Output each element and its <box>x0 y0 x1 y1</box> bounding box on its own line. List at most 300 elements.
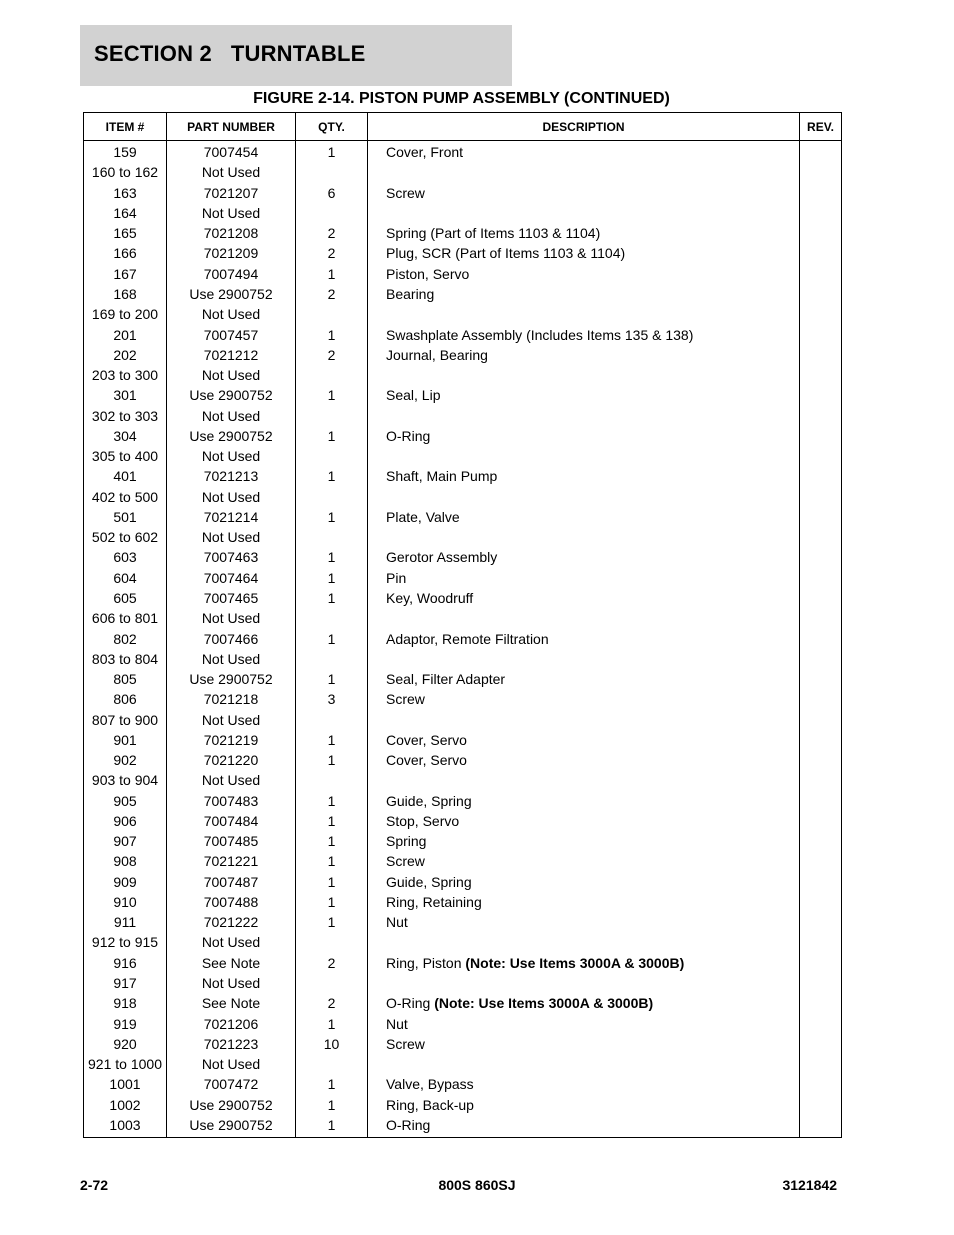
description-text: Screw <box>386 1035 425 1052</box>
cell-item: 901 <box>84 730 167 750</box>
cell-qty: 1 <box>296 385 368 405</box>
cell-rev <box>800 912 842 932</box>
cell-rev <box>800 892 842 912</box>
cell-description <box>368 183 800 203</box>
description-text: Plate, Valve <box>386 508 460 525</box>
cell-description <box>368 709 800 729</box>
cell-item: 1002 <box>84 1094 167 1114</box>
cell-part-number: Not Used <box>167 649 296 669</box>
cell-description <box>368 162 800 182</box>
table-header-row <box>84 113 842 141</box>
cell-description <box>368 304 800 324</box>
cell-rev <box>800 487 842 507</box>
cell-qty: 1 <box>296 466 368 486</box>
cell-item: 163 <box>84 183 167 203</box>
cell-rev <box>800 709 842 729</box>
cell-description <box>368 141 800 163</box>
cell-qty: 1 <box>296 1115 368 1138</box>
cell-part-number: Use 2900752 <box>167 669 296 689</box>
table-row <box>84 324 842 344</box>
cell-rev <box>800 527 842 547</box>
cell-part-number: 7021218 <box>167 689 296 709</box>
cell-rev <box>800 304 842 324</box>
table-row <box>84 284 842 304</box>
cell-rev <box>800 608 842 628</box>
cell-item: 906 <box>84 811 167 831</box>
cell-item: 301 <box>84 385 167 405</box>
cell-description <box>368 993 800 1013</box>
description-text: Spring <box>386 833 427 850</box>
cell-description <box>368 912 800 932</box>
cell-part-number: Not Used <box>167 770 296 790</box>
cell-description <box>368 365 800 385</box>
document-number: 3121842 <box>782 1177 837 1193</box>
cell-description <box>368 284 800 304</box>
cell-description <box>368 223 800 243</box>
table-row <box>84 527 842 547</box>
cell-qty: 1 <box>296 811 368 831</box>
description-text: Shaft, Main Pump <box>386 468 498 485</box>
cell-qty: 1 <box>296 264 368 284</box>
cell-rev <box>800 872 842 892</box>
table-row <box>84 608 842 628</box>
cell-part-number: Not Used <box>167 162 296 182</box>
table-row <box>84 709 842 729</box>
cell-part-number: 7007454 <box>167 141 296 163</box>
cell-description <box>368 791 800 811</box>
cell-item: 203 to 300 <box>84 365 167 385</box>
cell-description <box>368 730 800 750</box>
cell-item: 916 <box>84 953 167 973</box>
cell-part-number: Not Used <box>167 487 296 507</box>
cell-qty: 1 <box>296 831 368 851</box>
cell-qty: 1 <box>296 588 368 608</box>
model-name: 800S 860SJ <box>438 1177 516 1193</box>
cell-qty: 1 <box>296 568 368 588</box>
page-number: 2-72 <box>80 1177 109 1193</box>
cell-qty: 1 <box>296 851 368 871</box>
cell-description <box>368 953 800 973</box>
cell-qty <box>296 162 368 182</box>
table-row <box>84 203 842 223</box>
description-text: Ring, Retaining <box>386 893 482 910</box>
cell-item: 603 <box>84 547 167 567</box>
cell-description <box>368 770 800 790</box>
table-row <box>84 141 842 163</box>
cell-item: 1001 <box>84 1074 167 1094</box>
cell-qty: 1 <box>296 324 368 344</box>
cell-description <box>368 973 800 993</box>
cell-rev <box>800 385 842 405</box>
table-row <box>84 669 842 689</box>
cell-part-number: Not Used <box>167 1054 296 1074</box>
cell-part-number: 7021209 <box>167 243 296 263</box>
cell-item: 168 <box>84 284 167 304</box>
cell-rev <box>800 426 842 446</box>
table-row <box>84 365 842 385</box>
cell-description <box>368 507 800 527</box>
cell-description <box>368 669 800 689</box>
cell-description <box>368 649 800 669</box>
cell-rev <box>800 365 842 385</box>
cell-item: 159 <box>84 141 167 163</box>
cell-part-number: Not Used <box>167 203 296 223</box>
cell-rev <box>800 223 842 243</box>
table-row <box>84 345 842 365</box>
cell-qty: 2 <box>296 993 368 1013</box>
cell-description <box>368 426 800 446</box>
description-text: Guide, Spring <box>386 873 472 890</box>
description-text: Pin <box>386 569 407 586</box>
cell-part-number: 7021222 <box>167 912 296 932</box>
column-header-part-number: PART NUMBER <box>167 113 296 141</box>
cell-rev <box>800 730 842 750</box>
cell-qty <box>296 203 368 223</box>
cell-item: 302 to 303 <box>84 405 167 425</box>
cell-item: 402 to 500 <box>84 487 167 507</box>
cell-item: 909 <box>84 872 167 892</box>
table-row <box>84 811 842 831</box>
cell-qty: 1 <box>296 1074 368 1094</box>
cell-item: 908 <box>84 851 167 871</box>
table-row <box>84 588 842 608</box>
cell-rev <box>800 162 842 182</box>
cell-item: 502 to 602 <box>84 527 167 547</box>
description-text: Seal, Filter Adapter <box>386 671 506 688</box>
section-header <box>80 25 512 86</box>
cell-qty: 1 <box>296 791 368 811</box>
cell-part-number: 7007457 <box>167 324 296 344</box>
cell-part-number: 7021207 <box>167 183 296 203</box>
cell-description <box>368 243 800 263</box>
section-title: SECTION 2 TURNTABLE <box>94 41 366 66</box>
cell-qty: 1 <box>296 426 368 446</box>
cell-description <box>368 324 800 344</box>
table-row <box>84 1115 842 1138</box>
description-text: Piston, Servo <box>386 265 470 282</box>
cell-item: 305 to 400 <box>84 446 167 466</box>
cell-part-number: 7007484 <box>167 811 296 831</box>
table-row <box>84 932 842 952</box>
cell-item: 166 <box>84 243 167 263</box>
cell-description <box>368 1013 800 1033</box>
cell-part-number: 7021221 <box>167 851 296 871</box>
cell-description <box>368 547 800 567</box>
cell-item: 903 to 904 <box>84 770 167 790</box>
cell-part-number: Not Used <box>167 405 296 425</box>
cell-part-number: Use 2900752 <box>167 426 296 446</box>
cell-qty: 1 <box>296 141 368 163</box>
cell-qty <box>296 446 368 466</box>
cell-description <box>368 568 800 588</box>
cell-item: 921 to 1000 <box>84 1054 167 1074</box>
cell-qty: 2 <box>296 345 368 365</box>
cell-qty <box>296 487 368 507</box>
cell-item: 201 <box>84 324 167 344</box>
cell-part-number: Not Used <box>167 973 296 993</box>
cell-qty: 1 <box>296 507 368 527</box>
cell-part-number: Not Used <box>167 365 296 385</box>
cell-rev <box>800 851 842 871</box>
cell-item: 917 <box>84 973 167 993</box>
description-text: Screw <box>386 853 425 870</box>
cell-qty: 1 <box>296 1094 368 1114</box>
table-row <box>84 243 842 263</box>
cell-description <box>368 872 800 892</box>
cell-rev <box>800 811 842 831</box>
description-text: Adaptor, Remote Filtration <box>386 630 549 647</box>
cell-rev <box>800 628 842 648</box>
cell-rev <box>800 932 842 952</box>
cell-part-number: Not Used <box>167 527 296 547</box>
cell-description <box>368 1054 800 1074</box>
cell-description <box>368 1115 800 1138</box>
description-text: Swashplate Assembly (Includes Items 135 & 138) <box>386 326 694 343</box>
table-row <box>84 892 842 912</box>
cell-qty <box>296 304 368 324</box>
cell-description <box>368 1094 800 1114</box>
cell-rev <box>800 243 842 263</box>
cell-rev <box>800 446 842 466</box>
cell-rev <box>800 203 842 223</box>
cell-rev <box>800 264 842 284</box>
table-row <box>84 1074 842 1094</box>
cell-part-number: See Note <box>167 953 296 973</box>
description-text: Cover, Servo <box>386 752 467 769</box>
table-row <box>84 547 842 567</box>
cell-description <box>368 203 800 223</box>
cell-qty <box>296 405 368 425</box>
description-text: O-Ring <box>386 1116 431 1133</box>
description-text: Nut <box>386 1015 408 1032</box>
table-row <box>84 851 842 871</box>
cell-part-number: 7021219 <box>167 730 296 750</box>
cell-qty: 1 <box>296 730 368 750</box>
table-row <box>84 872 842 892</box>
table-row <box>84 385 842 405</box>
description-text: Journal, Bearing <box>386 346 488 363</box>
description-text: Seal, Lip <box>386 387 441 404</box>
description-text: Screw <box>386 184 425 201</box>
cell-part-number: 7021212 <box>167 345 296 365</box>
description-text: Bearing <box>386 285 435 302</box>
description-text: Ring, Back-up <box>386 1096 474 1113</box>
cell-qty <box>296 932 368 952</box>
cell-rev <box>800 973 842 993</box>
cell-qty: 1 <box>296 628 368 648</box>
cell-qty <box>296 527 368 547</box>
cell-qty: 1 <box>296 912 368 932</box>
cell-item: 501 <box>84 507 167 527</box>
table-row <box>84 770 842 790</box>
description-text: O-Ring <box>386 995 435 1012</box>
cell-item: 911 <box>84 912 167 932</box>
cell-description <box>368 628 800 648</box>
cell-description <box>368 892 800 912</box>
cell-qty: 10 <box>296 1034 368 1054</box>
cell-description <box>368 588 800 608</box>
cell-rev <box>800 689 842 709</box>
description-note: (Note: Use Items 3000A & 3000B) <box>434 995 654 1012</box>
cell-part-number: 7021214 <box>167 507 296 527</box>
cell-item: 165 <box>84 223 167 243</box>
cell-part-number: Use 2900752 <box>167 385 296 405</box>
cell-part-number: 7007483 <box>167 791 296 811</box>
description-text: Valve, Bypass <box>386 1076 474 1093</box>
description-text: Spring (Part of Items 1103 & 1104) <box>386 225 601 242</box>
column-header-item: ITEM # <box>84 113 167 141</box>
cell-rev <box>800 1034 842 1054</box>
cell-qty: 1 <box>296 1013 368 1033</box>
cell-part-number: 7007465 <box>167 588 296 608</box>
table-row <box>84 507 842 527</box>
cell-description <box>368 405 800 425</box>
cell-rev <box>800 588 842 608</box>
description-text: Key, Woodruff <box>386 589 474 606</box>
cell-rev <box>800 466 842 486</box>
cell-part-number: 7007494 <box>167 264 296 284</box>
cell-part-number: 7007464 <box>167 568 296 588</box>
cell-qty: 1 <box>296 872 368 892</box>
cell-item: 604 <box>84 568 167 588</box>
cell-rev <box>800 669 842 689</box>
description-text: Plug, SCR (Part of Items 1103 & 1104) <box>386 245 626 262</box>
cell-part-number: 7021208 <box>167 223 296 243</box>
table-row <box>84 1034 842 1054</box>
cell-item: 907 <box>84 831 167 851</box>
cell-part-number: 7007463 <box>167 547 296 567</box>
cell-description <box>368 487 800 507</box>
cell-item: 910 <box>84 892 167 912</box>
cell-item: 802 <box>84 628 167 648</box>
cell-item: 160 to 162 <box>84 162 167 182</box>
table-row <box>84 223 842 243</box>
description-text: Stop, Servo <box>386 812 460 829</box>
cell-rev <box>800 953 842 973</box>
description-note: (Note: Use Items 3000A & 3000B) <box>465 954 685 971</box>
description-text: Ring, Piston <box>386 954 466 971</box>
cell-rev <box>800 324 842 344</box>
cell-part-number: Not Used <box>167 932 296 952</box>
cell-part-number: 7007466 <box>167 628 296 648</box>
cell-qty: 2 <box>296 223 368 243</box>
cell-description <box>368 608 800 628</box>
cell-description <box>368 831 800 851</box>
cell-item: 807 to 900 <box>84 709 167 729</box>
cell-rev <box>800 284 842 304</box>
cell-description <box>368 750 800 770</box>
table-row <box>84 466 842 486</box>
cell-item: 167 <box>84 264 167 284</box>
table-row <box>84 1013 842 1033</box>
cell-rev <box>800 1054 842 1074</box>
cell-rev <box>800 831 842 851</box>
cell-item: 920 <box>84 1034 167 1054</box>
cell-qty: 3 <box>296 689 368 709</box>
cell-qty <box>296 709 368 729</box>
table-row <box>84 426 842 446</box>
description-text: Cover, Servo <box>386 731 467 748</box>
table-row <box>84 750 842 770</box>
cell-rev <box>800 791 842 811</box>
cell-part-number: Not Used <box>167 304 296 324</box>
description-text: Gerotor Assembly <box>386 549 498 566</box>
cell-part-number: Not Used <box>167 709 296 729</box>
cell-rev <box>800 547 842 567</box>
cell-qty: 2 <box>296 284 368 304</box>
table-row <box>84 405 842 425</box>
cell-qty <box>296 365 368 385</box>
table-row <box>84 446 842 466</box>
cell-part-number: 7007472 <box>167 1074 296 1094</box>
cell-part-number: See Note <box>167 993 296 1013</box>
table-row <box>84 649 842 669</box>
cell-qty <box>296 973 368 993</box>
cell-item: 918 <box>84 993 167 1013</box>
cell-qty: 2 <box>296 953 368 973</box>
description-text: Screw <box>386 691 425 708</box>
cell-description <box>368 932 800 952</box>
cell-item: 805 <box>84 669 167 689</box>
cell-item: 304 <box>84 426 167 446</box>
cell-description <box>368 811 800 831</box>
cell-item: 1003 <box>84 1115 167 1138</box>
cell-description <box>368 446 800 466</box>
cell-qty: 1 <box>296 669 368 689</box>
table-row <box>84 730 842 750</box>
cell-qty <box>296 608 368 628</box>
cell-part-number: 7021220 <box>167 750 296 770</box>
cell-qty <box>296 1054 368 1074</box>
cell-qty <box>296 649 368 669</box>
table-row <box>84 162 842 182</box>
cell-item: 606 to 801 <box>84 608 167 628</box>
cell-description <box>368 1034 800 1054</box>
cell-item: 905 <box>84 791 167 811</box>
cell-part-number: Not Used <box>167 608 296 628</box>
table-row <box>84 264 842 284</box>
column-header-rev: REV. <box>800 113 842 141</box>
cell-item: 401 <box>84 466 167 486</box>
cell-description <box>368 264 800 284</box>
table-row <box>84 953 842 973</box>
cell-part-number: Use 2900752 <box>167 1115 296 1138</box>
cell-part-number: 7021206 <box>167 1013 296 1033</box>
column-header-description: DESCRIPTION <box>368 113 800 141</box>
cell-rev <box>800 568 842 588</box>
table-row <box>84 791 842 811</box>
cell-description <box>368 689 800 709</box>
table-body <box>84 141 842 1138</box>
cell-qty: 2 <box>296 243 368 263</box>
cell-part-number: Not Used <box>167 446 296 466</box>
cell-item: 169 to 200 <box>84 304 167 324</box>
cell-description <box>368 851 800 871</box>
cell-rev <box>800 1074 842 1094</box>
cell-description <box>368 527 800 547</box>
cell-rev <box>800 770 842 790</box>
cell-item: 912 to 915 <box>84 932 167 952</box>
table-row <box>84 1054 842 1074</box>
cell-rev <box>800 993 842 1013</box>
parts-table <box>83 112 842 1138</box>
table-row <box>84 689 842 709</box>
table-row <box>84 304 842 324</box>
cell-description <box>368 1074 800 1094</box>
cell-description <box>368 466 800 486</box>
cell-item: 803 to 804 <box>84 649 167 669</box>
cell-qty: 1 <box>296 750 368 770</box>
